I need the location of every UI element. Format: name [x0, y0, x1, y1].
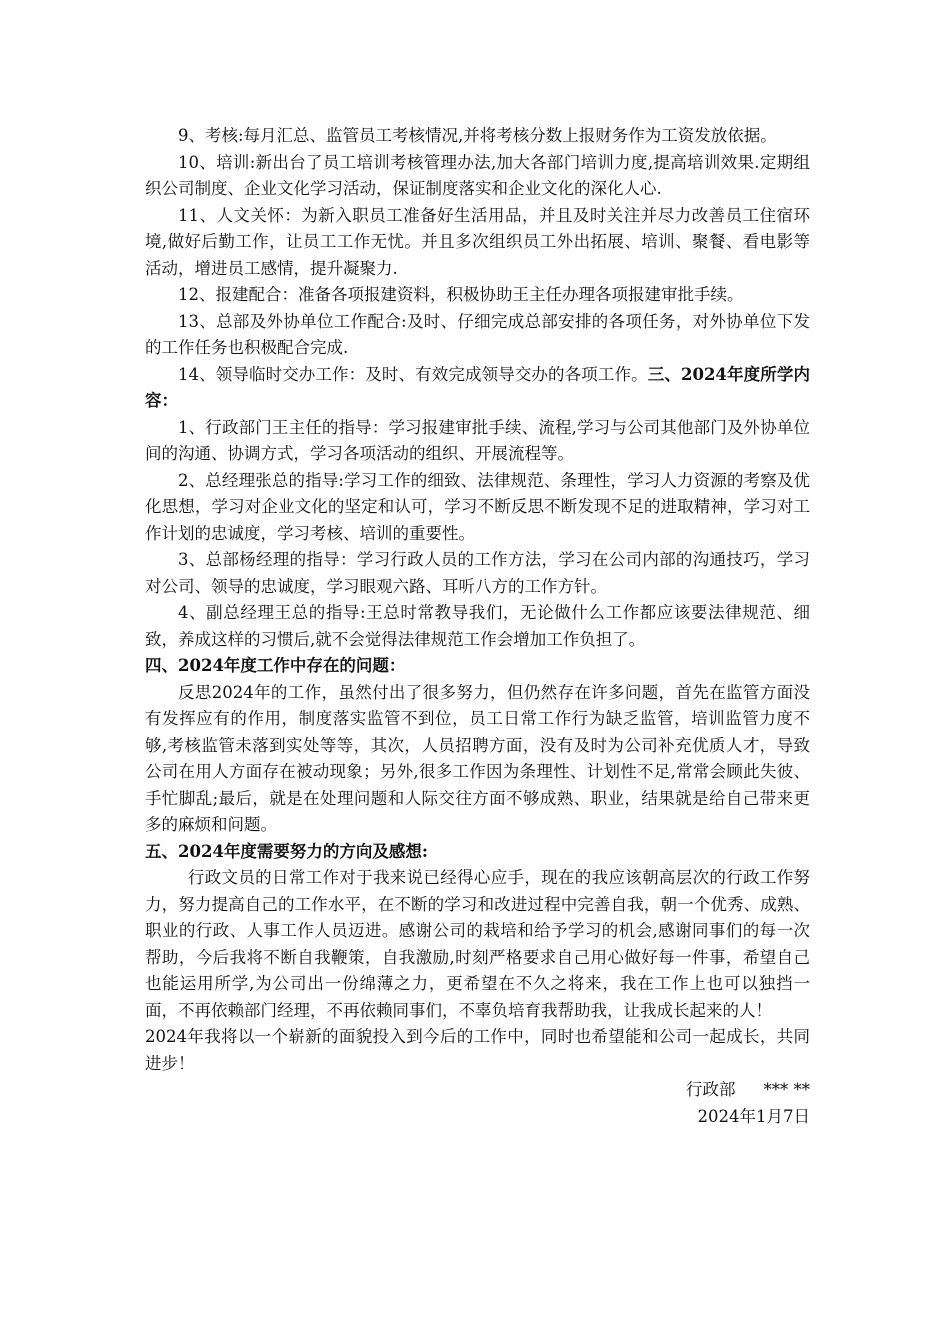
paragraph-direction: 行政文员的日常工作对于我来说已经得心应手，现在的我应该朝高层次的行政工作努力，努力提高自己的工作水平，在不断的学习和改进过程中完善自我，朝一个优秀、成熟、职业的行政、人事工作人员迈进。感谢公司的栽培和给予学习的机会,感谢同事们的每一次帮助，今后我将不断自我鞭策，自我激励,时刻严格要求自己用心做好每一件事，希望自己也能运用所学,为公司出一份绵薄之力，更希望在不久之将来，我在工作上也可以独挡一面，不再依赖部门经理，不再依赖同事们，不辜负培育我帮助我，让我成长起来的人！	[145, 868, 810, 1020]
paragraph-closing: 2024年我将以一个崭新的面貌投入到今后的工作中，同时也希望能和公司一起成长，共同进步！	[145, 1027, 810, 1073]
paragraph-item-13: 13、总部及外协单位工作配合:及时、仔细完成总部安排的各项任务，对外协单位下发的工作任务也积极配合完成.	[145, 311, 810, 357]
item-14-text: 14、领导临时交办工作：及时、有效完成领导交办的各项工作。	[178, 364, 648, 384]
paragraph-learn-1: 1、行政部门王主任的指导：学习报建审批手续、流程,学习与公司其他部门及外协单位间的沟通、协调方式，学习各项活动的组织、开展流程等。	[145, 417, 810, 463]
section-4-heading: 四、2024年度工作中存在的问题：	[145, 656, 406, 675]
paragraph-problems: 反思2024年的工作，虽然付出了很多努力，但仍然存在许多问题，首先在监管方面没有发挥应有的作用，制度落实监管不到位，员工日常工作行为缺乏监管，培训监管力度不够,考核监管未落到实处等等，其次，人员招聘方面，没有及时为公司补充优质人才，导致公司在用人方面存在被动现象；另外,很多工作因为条理性、计划性不足,常常会顾此失彼、手忙脚乱;最后，就是在处理问题和人际交往方面不够成熟、职业，结果就是给自己带来更多的麻烦和问题。	[145, 682, 810, 834]
paragraph-item-10: 10、培训:新出台了员工培训考核管理办法,加大各部门培训力度,提高培训效果.定期组织公司制度、企业文化学习活动，保证制度落实和企业文化的深化人心.	[145, 152, 810, 198]
section-3-heading: 三、2024年度所学内容：	[145, 364, 810, 410]
signature-date: 2024年1月7日	[697, 1106, 810, 1126]
paragraph-item-14	[145, 362, 810, 415]
paragraph-learn-3: 3、总部杨经理的指导：学习行政人员的工作方法，学习在公司内部的沟通技巧，学习对公司、领导的忠诚度，学习眼观六路、耳听八方的工作方针。	[145, 550, 810, 596]
signature-department: 行政部	[686, 1080, 736, 1099]
paragraph-item-11: 11、人文关怀：为新入职员工准备好生活用品，并且及时关注并尽力改善员工住宿环境,做好后勤工作，让员工工作无忧。并且多次组织员工外出拓展、培训、聚餐、看电影等活动，增进员工感情，提升凝聚力.	[145, 205, 810, 278]
signature-name: *** **	[763, 1080, 810, 1099]
paragraph-item-12: 12、报建配合：准备各项报建资料，积极协助王主任办理各项报建审批手续。	[178, 285, 744, 304]
paragraph-learn-2: 2、总经理张总的指导:学习工作的细致、法律规范、条理性，学习人力资源的考察及优化思想，学习对企业文化的坚定和认可，学习不断反思不断发现不足的进取精神，学习对工作计划的忠诚度，学习考核、培训的重要性。	[145, 470, 810, 543]
section-5-heading: 五、2024年度需要努力的方向及感想:	[145, 841, 429, 861]
document-page	[145, 123, 810, 1130]
paragraph-item-9: 9、考核:每月汇总、监管员工考核情况,并将考核分数上报财务作为工资发放依据。	[178, 126, 777, 145]
signature-line	[145, 1077, 810, 1104]
paragraph-learn-4: 4、副总经理王总的指导:王总时常教导我们，无论做什么工作都应该要法律规范、细致，养成这样的习惯后,就不会觉得法律规范工作会增加工作负担了。	[145, 603, 810, 649]
